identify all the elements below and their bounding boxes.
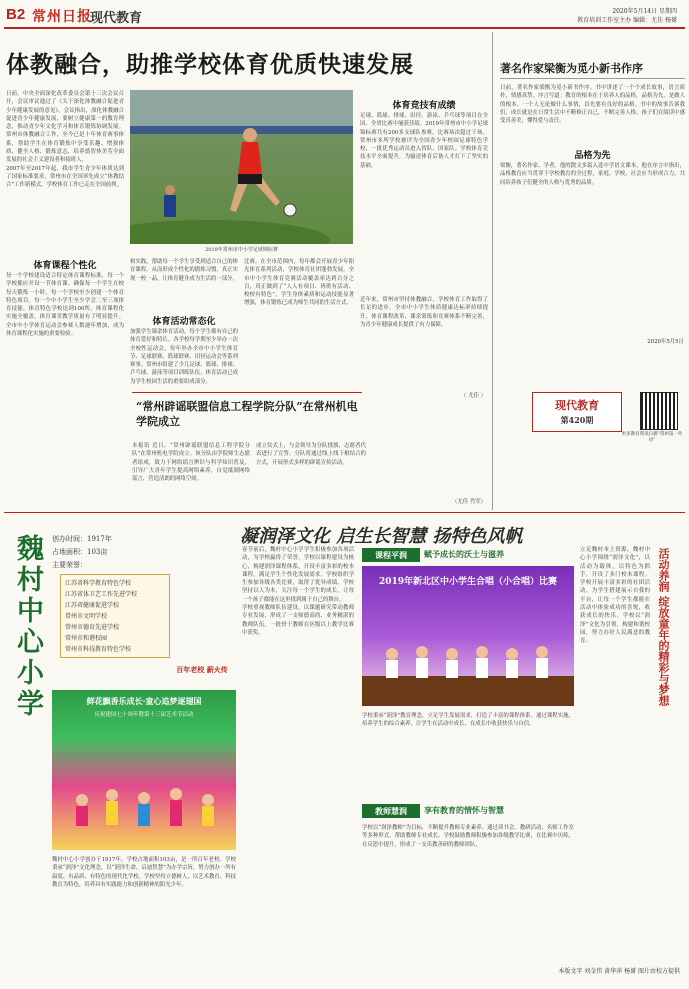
school-area: 占地面积：103亩 (52, 548, 108, 556)
festival-performers (52, 690, 236, 850)
fenxiao-body: 本报讯 近日，“常州辟谣联盟信息工程学院分队”在常州机电学院成立。该分队由学院师生志愿者组成，致力于网络谣言辨识与科学知识普及，引导广大青年学生提高网络素养，自觉抵制网络谣言，营造清朗的网络空间。 (132, 443, 250, 483)
centennial-seal: 百年老校 薪火传 (176, 665, 228, 674)
section-rule (4, 512, 685, 513)
wisdom-badge: 教师慧润 (362, 804, 420, 818)
book-headline: 著名作家梁衡为觅小新书作序 (500, 62, 643, 75)
course-subtitle: 赋予成长的沃土与滋养 (424, 549, 504, 559)
masthead-rule (4, 27, 685, 29)
honor-item: 常州市德育先进学校 (65, 624, 120, 631)
book-intro: 日前，著名作家梁衡为觅小新书作序。书中讲述了一个个成长故事，语言质朴，情感真挚。序言写道：教育的根本在于培养人的品格，品格为先，是做人的根本。一个人无论做什么事情，首先要有良好的品格。书中的故事告诉我们，成长就是在日常生活中不断修正自己，不断完善人格。孩子们在阅读中感受真善美，懂得爱与责任。 (500, 85, 685, 125)
honor-item: 江苏省科学教育特色学校 (65, 580, 132, 587)
wisdom-text: 学校以“润泽教师”为目标，不断提升教师专业素养。通过读书会、教研活动、名师工作室等多种形式，帮助教师专业成长。学校鼓励教师积极参加各级教学比赛，在比赛中历练，在反思中提升，形成了一支乐教善研的教师团队。 (362, 825, 574, 848)
qr-code (640, 392, 678, 430)
issue-date: 2020年5月14日 星期四 (612, 8, 677, 15)
fenxiao-author: （尤佳 肖军） (451, 499, 486, 505)
main-right-col2: 近年来，常州市坚持体教融合，学校体育工作取得了长足的进步。全市中小学生体质健康达标率持续提升，体育课程改革、课余训练和竞赛体系不断完善，为青少年健康成长提供了有力保障。 (360, 297, 488, 328)
book-rule (500, 78, 685, 79)
qr-caption: 更多教育资讯扫描“常州第一外语” (621, 432, 683, 443)
honor-item: 江苏省体卫艺工作先进学校 (65, 591, 138, 598)
activity-vertical-title: 活动养润 绽放童年的精彩与梦想 (657, 548, 670, 706)
footer-credit: 本版文字 刘金伟 黄华萍 杨赟 图片由校方提供 (558, 968, 680, 975)
school-name: 魏村中心小学 (12, 534, 43, 720)
football-photo (130, 90, 353, 244)
newspaper-logo: 常州日报 (32, 9, 92, 25)
honor-item: 江苏省健康促进学校 (65, 602, 120, 609)
main-col3: 比赛。在全市范围内，每年都会开展青少年阳光体育系列活动，学校体育社团蓬勃发展。全市中小学生体育竞赛活动覆盖率达到百分之百，真正做到了“人人有项目、班班有活动、校校有特色”。学生身体素质和运动技能显著增强，体育锻炼已成为师生共同的生活方式。 (244, 259, 354, 307)
book-sign: 2020年5月5日 (647, 339, 684, 345)
honors-list (60, 574, 170, 658)
weicun-mid-col: 春节前后，魏村中心小学学生积极参加各项活动，为学校赢得了荣誉。学校以课程建设为核心，构建润泽课程体系，开设丰富多彩的校本课程，满足学生个性化发展需求。学校组织学生参加各级各类比赛，取得了优异成绩。学校坚持以人为本，关注每一个学生的成长，让每一个孩子都能在这里找到属于自己的舞台。 学校重视教师队伍建设，以课题研究带动教师专业发展，形成了一支师德高尚、业务精湛的教师队伍。一批骨干教师在区级以上教学比赛中获奖。 (242, 547, 354, 636)
main-author: （ 尤佳 ） (461, 393, 486, 399)
honor-item: 常州市科技教育特色学校 (65, 646, 132, 653)
main-subhead-competition: 体育竞技有成绩 (392, 101, 456, 111)
school-founded: 创办时间：1917年 (52, 535, 112, 543)
course-text: 学校秉承“润泽”教育理念，立足学生发展需求，打造了丰富的课程体系。通过课程实施，培养学生的综合素养，让学生在活动中成长，在成长中收获快乐与自信。 (362, 713, 574, 728)
banner-subtext: 庆祝建国七十周年暨第十三届艺术节活动 (94, 712, 194, 718)
book-subhead: 品格为先 (574, 151, 611, 161)
fenxiao-body2: 成立仪式上，与会领导为分队授旗，志愿者代表进行了宣誓。分队将通过线上线下相结合的方式，开展形式多样的辟谣宣传活动。 (256, 443, 366, 466)
weicun-headline: 凝润泽文化 启生长智慧 扬特色风帆 (240, 526, 523, 547)
column-divider (492, 32, 493, 510)
main-col2: 和实践，帮助每一个学生享受到适合自己的体育课程。从而形成个性化的锻炼习惯，真正实现一校一品，让体育健身成为生活的一部分。 (130, 259, 238, 282)
page-number: B2 (6, 6, 26, 23)
honor-item: 常州市文明学校 (65, 613, 108, 620)
main-subhead-course: 体育课程个性化 (33, 261, 97, 271)
weicun-intro: 魏村中心小学创办于1917年，学校占地面积103亩，是一所百年老校。学校秉承“润泽”文化理念，以“润泽生命，启迪智慧”为办学宗旨，努力创办一所有温度、有品质、有特色的现代化学校。学校坚持立德树人，以艺术教育、科技教育为特色，培养具有实践能力和创新精神的阳光少年。 (52, 857, 236, 888)
main-subhead-activity: 体育活动常态化 (152, 317, 216, 327)
xiandai-issue: 第420期 (560, 415, 594, 425)
masthead (0, 0, 689, 28)
book-body: 梁衡，著名作家、学者。他的散文多篇入选中学语文课本。他在序言中指出，品格教育应当贯穿于学校教育的全过程，家庭、学校、社会应当形成合力，共同培养孩子们健全的人格与优秀的品质。 (500, 163, 685, 186)
course-badge: 课程平润 (362, 548, 420, 562)
main-right-col: 足球、篮球、排球、田径、游泳、乒乓球等项目在全国、全省比赛中屡获佳绩。2019年常州市中小学足球锦标赛共有200多支球队参赛，比赛场次超过千场。常州市多所学校被评为全国青少年校园足球特色学校，一批优秀运动员进入省队、国家队。学校体育竞技水平全面提升，为输送体育后备人才打下了坚实的基础。 (360, 113, 488, 169)
fenxiao-box (132, 392, 362, 441)
main-headline: 体教融合，助推学校体育优质快速发展 (6, 51, 414, 78)
section-title: 现代教育 (90, 11, 143, 26)
xiandai-box (532, 392, 622, 432)
fenxiao-title: “常州辟谣联盟信息工程学院分队”在常州机电学院成立 (136, 400, 358, 428)
choir-banner: 2019年新北区中小学生合唱（小合唱）比赛 (378, 577, 558, 587)
main-col1: 日前，中央全面深化改革委员会第十三次会议召开，会议审议通过了《关于深化体教融合促进青少年健康发展的意见》。会议指出，深化体教融合促进青少年健康发展，要树立健康第一的教育理念，推动青少年文化学习和体育锻炼协调发展。常州市体教融合工作，至今已是十年体育赛事体系，帮助学生在体育锻炼中享受乐趣、增强体质、健全人格、锻炼意志，培养德智体美劳全面发展的社会主义建设者和接班人。 2007年至2017年起，我市学生青少年体质达到了国家标准要求，常州市在全国率先成立“体教结合”工作新模式，学校体育工作已走在全国前列。 (6, 91, 124, 189)
honor-item: 常州市和谐校园 (65, 635, 108, 642)
honors-label: 主要荣誉： (52, 561, 87, 569)
wisdom-subtitle: 享有教育的情怀与智慧 (424, 805, 504, 815)
banner-text: 鲜花飘香乐成长·童心追梦逐翅国 (86, 696, 202, 706)
choir-photo (362, 566, 574, 706)
weicun-right-col: 立足魏村本土资源，魏村中心小学围绕“润泽文化”，以活动为载体，以特色为抓手，开设了多门校本课程。学校开展丰富多彩的社团活动，为学生搭建展示自我的平台，让每一个学生都能在活动中体验成功的喜悦，收获成长的快乐。学校以“润泽”文化为引领，构建和谐校园，努力办好人民满意的教育。 (580, 547, 650, 645)
main-col2b: 加强学生课余体育活动，每个学生都有自己的体育爱好和特长。各学校每学期至少举办一次全校性运动会，每年举办全市中小学生体育节、足球联赛、篮球联赛、田径运动会等系列赛事。常州市组建了少儿足球、篮球、排球、乒乓球、游泳等项目训练队伍，体育活动已成为学生校园生活的重要组成部分。 (130, 329, 238, 385)
football-photo-caption: 2019年常州市中小学足球锦标赛 (205, 247, 278, 253)
football-photo-art (130, 90, 353, 244)
xiandai-label: 现代教育 (555, 399, 599, 412)
choir-singers (362, 566, 574, 706)
main-col1b: 每一个学校建设适合特定体育课程标准，每一个学校都应开设一节体育课。确保每一个学生在校每天锻炼一小时。每一个学校至少创建一个体育特色项目。每一个中小学生至少学会二至三项体育技能。体育特色学校达到100所，体育课程化实施全覆盖，体育课堂教学质量有了明显提升。全市中小学体育运动会参赛人数逐年增加，成为体育课程化实施的重要检验。 (6, 273, 124, 338)
editor-line: 教育培训工作室主办 编辑：尤佳 杨赟 (577, 17, 677, 24)
art-festival-photo (52, 690, 236, 850)
